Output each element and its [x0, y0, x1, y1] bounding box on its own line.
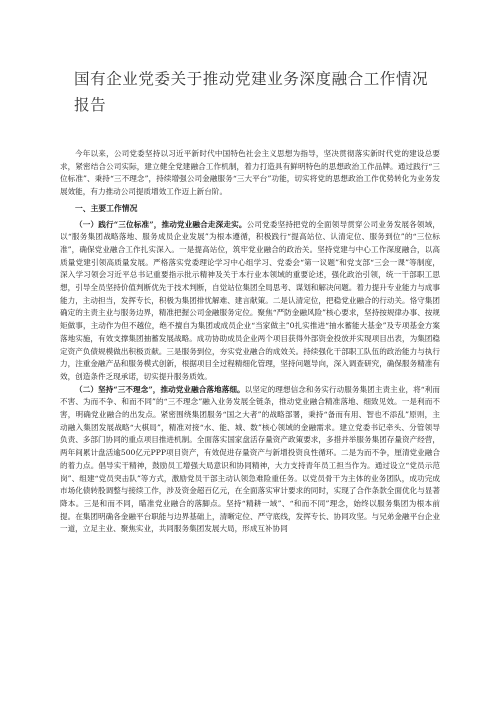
intro-paragraph: 今年以来，公司党委坚持以习近平新时代中国特色社会主义思想为指导，坚决贯彻落实新时代党的建设总要求，紧密结合公司实际，建立健全党建融合工作机制，着力打造具有鲜明特色的思想政治工作品牌。通过践行“三位标准”、秉持“三不理念”，持续增强公司金融服务“三大平台”功能，切实将党的思想政治工作优势转化为业务发展效能，有力推动公司提质增效工作迈上新台阶。: [60, 149, 440, 197]
sub2-title: （二）坚持“三不理念”，推动党业融合落地落细。: [75, 384, 245, 394]
sub1-title: （一）践行“三位标准”，推动党业融合走深走实。: [75, 219, 247, 229]
sub2-body: 以坚定的理想信念和务实行动服务集团主责主业，将“利而不害、为而不争、和而不同”的“三不理念”融入业务发展全链条，推动党业融合精准落地、细致见效。一是利而不害，明确党业融合的出发点。紧密围绕集团服务“国之大者”的战略部署，秉持“备而有用、智也不添乱”原则，主动融入集团发展战略“大棋局”，精准对接“水、能、城、数”核心领域的金融需求。建立党委书记牵头、分管领导负责、多部门协同的重点项目推进机制。全面落实国家盘活存量资产政策要求，多措并举服务集团存量资产经营，两年间累计盘活逾500亿元PPP项目资产，有效促进存量资产与新增投资良性循环。二是为而不争，厘清党业融合的着力点。倡导实干精神，鼓励员工增强大局意识和协同精神，大力支持青年员工担当作为。通过设立“党员示范岗”、组建“党员突击队”等方式，激励党员干部主动认领急难险重任务。以党员骨干为主体的业务团队，成功完成市场化债转股调整与接续工作，涉及资金超百亿元，在全面落实审计要求的同时，实现了合作条款全面优化与显著降本。三是和而不同，瞄准党业融合的落脚点。坚持“精耕一域”、“和而不同”理念，始终以服务集团为根本前提。在集团明确各金融平台职能与边界基础上，清晰定位、严守底线，发挥专长、协同攻坚。与兄弟金融平台企业一道，立足主业、聚焦实业，共同服务集团发展大局，形成互补协同: [60, 384, 440, 534]
sub1-body: 公司党委坚持把党的全面领导贯穿公司业务发展各领域，以“服务集团战略落地、服务成员企业发展”为根本遵循，积极践行“提高站位、认清定位、服务到位”的“三位标准”，确保党业融合工作扎实深入。一是提高站位，筑牢党业融合的政治关。坚持党建与中心工作深度融合，以高质量党建引领高质量发展。严格落实党委理论学习中心组学习、党委会“第一议题”和党支部“三会一课”等制度，深入学习领会习近平总书记重要指示批示精神及关于本行业本领域的重要论述，强化政治引领，统一干部职工思想，引导全员坚持价值判断优先于技术判断，自觉站位集团全局思考、谋划和解决问题。着力提升专业能力与成事能力，主动担当，发挥专长，积极为集团排忧解难、建言献策。二是认清定位，把稳党业融合的行动关。恪守集团确定的主责主业与服务边界，精准把握公司金融服务定位。聚焦“严防金融风险”核心要求，坚持按规律办事、按规矩做事，主动作为但不越位，绝不擅自为集团或成员企业“当家做主”0扎实推进“抽水蓄能大基金”及专项基金方案落地实施，有效支撑集团抽蓄发展战略。成功协助成员企业两个项目获得外部资金投放并实现项目出表，为集团稳定资产负债规模做出积极贡献。三是服务到位，夯实党业融合的成效关。持续强化干部职工队伍的政治能力与执行力，注重金融产品和服务模式创新，根据项目全过程精细化管理，坚持问题导向，深入调查研究，确保服务精准有效，创造条件乏现承诺，切实提升服务质效。: [60, 219, 441, 381]
document-title: 国有企业党委关于推动党建业务深度融合工作情况报告: [74, 70, 429, 114]
paragraph-sub2: [60, 384, 440, 536]
section-heading-main-work: 一、主要工作情况: [75, 203, 138, 213]
document-body: [60, 148, 440, 536]
paragraph-sub1: [60, 219, 440, 384]
